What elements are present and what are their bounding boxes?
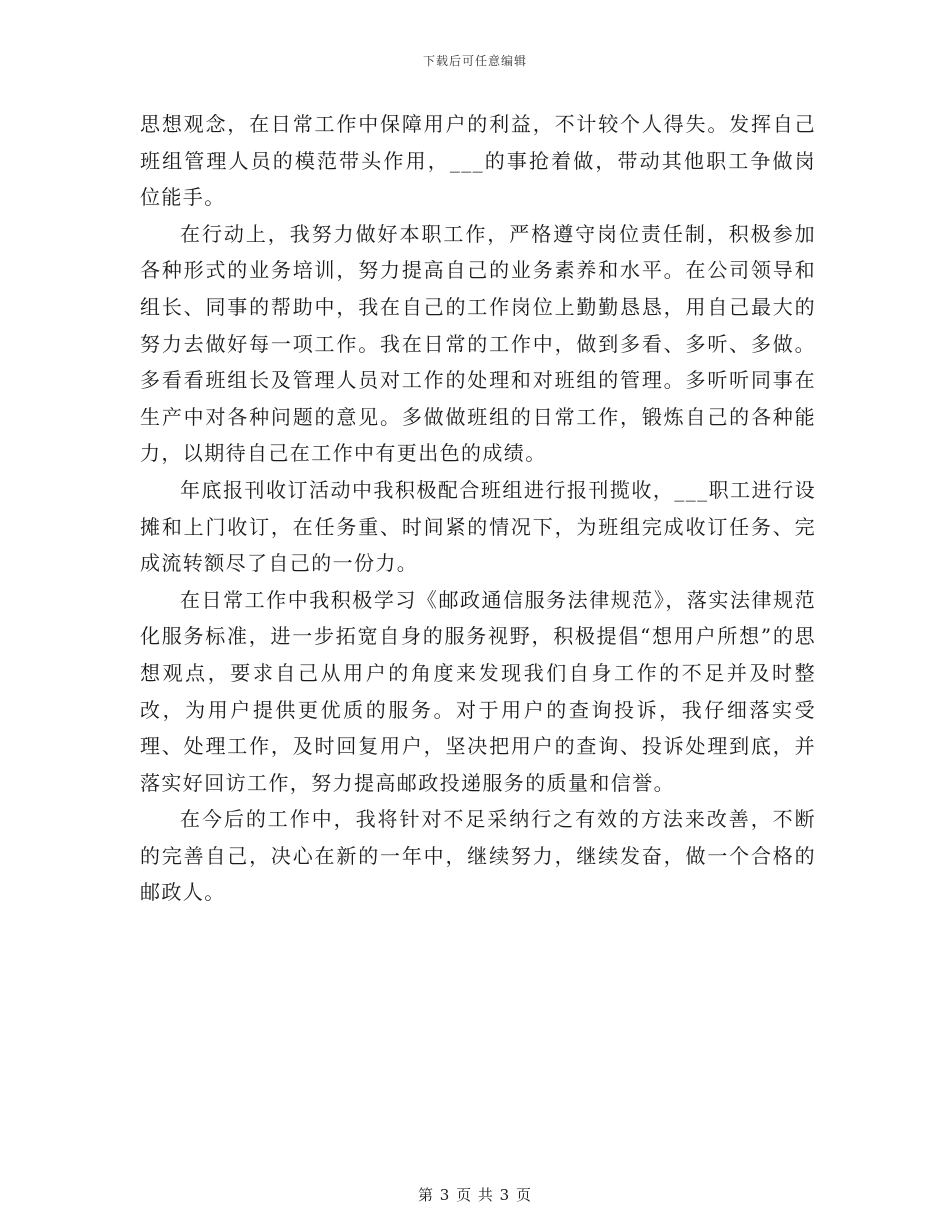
- paragraph-2: 在行动上，我努力做好本职工作，严格遵守岗位责任制，积极参加各种形式的业务培训，努力提高自己的业务素养和水平。在公司领导和组长、同事的帮助中，我在自己的工作岗位上勤勤恳恳，用自己最大的努力去做好每一项工作。我在日常的工作中，做到多看、多听、多做。多看看班组长及管理人员对工作的处理和对班组的管理。多听听同事在生产中对各种问题的意见。多做做班组的日常工作，锻炼自己的各种能力，以期待自己在工作中有更出色的成绩。: [140, 221, 816, 466]
- document-body: [140, 106, 816, 911]
- page-header: 下载后可任意编辑: [422, 54, 527, 68]
- page-number-footer: 第 3 页 共 3 页: [418, 1186, 532, 1204]
- paragraph-5: 在今后的工作中，我将针对不足采纳行之有效的方法来改善，不断的完善自己，决心在新的一年中，继续努力，继续发奋，做一个合格的邮政人。: [140, 807, 816, 905]
- paragraph-1: 思想观念，在日常工作中保障用户的利益，不计较个人得失。发挥自己班组管理人员的模范带头作用，___的事抢着做，带动其他职工争做岗位能手。: [140, 112, 816, 210]
- paragraph-4: 在日常工作中我积极学习《邮政通信服务法律规范》，落实法律规范化服务标准，进一步拓宽自身的服务视野，积极提倡“想用户所想”的思想观点，要求自己从用户的角度来发现我们自身工作的不足并及时整改，为用户提供更优质的服务。对于用户的查询投诉，我仔细落实受理、处理工作，及时回复用户，坚决把用户的查询、投诉处理到底，并落实好回访工作，努力提高邮政投递服务的质量和信誉。: [140, 587, 816, 795]
- paragraph-3: 年底报刊收订活动中我积极配合班组进行报刊揽收，___职工进行设摊和上门收订，在任务重、时间紧的情况下，为班组完成收订任务、完成流转额尽了自己的一份力。: [140, 477, 816, 576]
